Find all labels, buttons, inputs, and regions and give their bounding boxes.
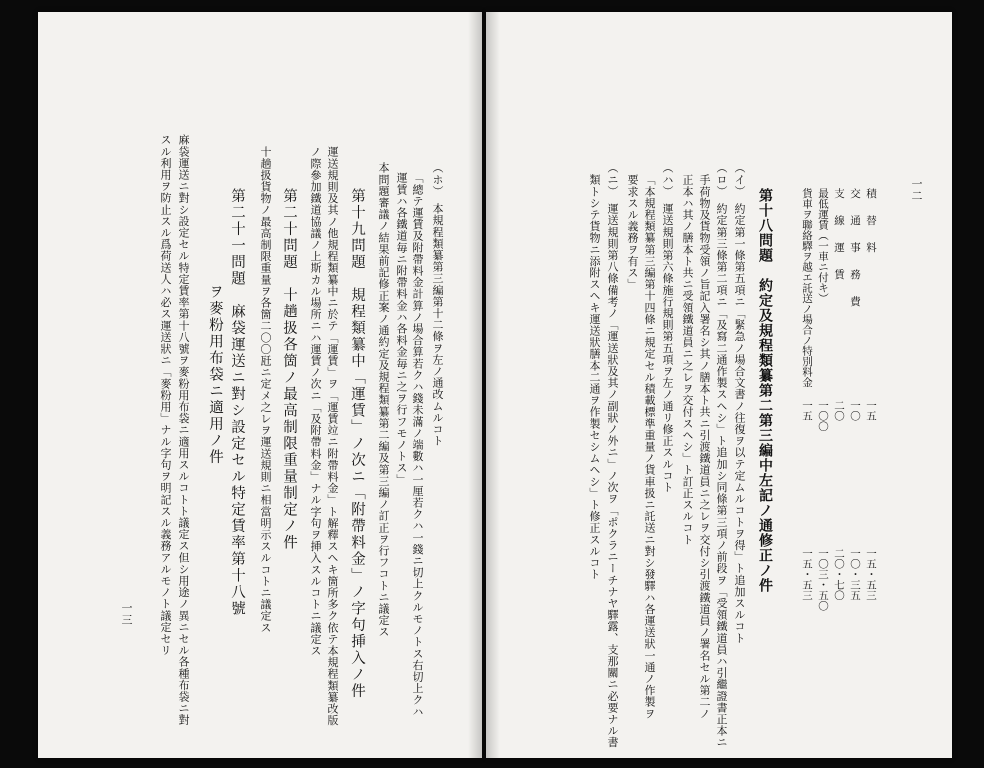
text-column: （ハ） 運送規則第六條施行規則第五項ヲ左ノ通リ修正スルコト (661, 162, 674, 493)
table-label: 貨車ヲ聯絡驛ヲ越エ託送ノ場合ノ特別料金 (801, 188, 813, 388)
text-column: 手荷物及貨物受領ノ旨記入署名シ其ノ膳本ト共ニ引渡鐵道員ニ之レヲ交付シ引渡鐵道員ノ署名セル第二ノ (698, 174, 711, 720)
text-column: 「總テ運賃及附帶料金計算ノ場合算若クハ錢未滿ノ端數ハ一厘若クハ一錢ニ切上クルモノトス右切上クハ (411, 172, 424, 718)
text-column: 本問題審議ノ結果前記修正案ノ通約定及規程類纂第二編及第三編ノ訂正ヲ行フコトニ議定ス (377, 162, 390, 638)
text-column: 要求スル義務ヲ有ス」 (626, 174, 639, 290)
section-heading: 第二十問題 十趟扱各箇ノ最高制限重量制定ノ件 (281, 188, 297, 551)
text-column: 類トシテ貨物ニ添附スヘキ運送狀膳本二通ヲ作製セシムヘシ」ト修正スルコト (588, 174, 601, 580)
table-label: 支 線 運 賃 (833, 188, 845, 283)
text-column: 運賃ハ各鐵道毎ニ附帶料金ハ各料金毎ニ之ヲ行フモノトス」 (395, 172, 408, 486)
table-value: 一五 (801, 400, 813, 421)
table-value: 一〇〇 (817, 400, 829, 432)
spine-shadow-left (468, 12, 482, 758)
table-value: 一五・五三 (865, 548, 877, 601)
text-column: 正本ハ其ノ膳本ト共ニ受領鐵道員ニ之レヲ交付スヘシ」ト訂正スルコト (681, 174, 694, 546)
text-column: 「本規程類纂第三編第十四條ニ規定セル積載標準重量ノ貨車扱ニ託送ニ對シ發驛ハ各運送狀一通ノ作製ヲ (643, 174, 656, 720)
text-column: （ホ） 本規程類纂第三編第十二條ヲ左ノ通改ムルコト (431, 162, 444, 447)
left-page (38, 12, 482, 758)
table-label: 最低運賃（一車ニ付キ） (817, 188, 829, 304)
text-column: （ニ） 運送規則第八條備考ノ「運送狀及其ノ副狀ノ外ニ」ノ次ヲ「ポクラニーチナヤ驛露、支那關ニ必要ナル書 (606, 162, 619, 749)
section-heading: 第二十一問題 麻袋運送ニ對シ設定セル特定賃率第十八號 (229, 188, 245, 617)
text-column: 運送規則及其ノ他規程類纂中ニ於テ「運賃」ヲ「運賃竝ニ附帶料金」ト解釋スヘキ箇所多ク依テ本規程類纂改版 (326, 146, 339, 726)
text-column: スル利用ヲ防止スル爲荷送人ハ必ス運送狀ニ「麥粉用」ナル字句ヲ明記スル義務アルモノト議定セリ (159, 134, 172, 656)
table-value: 一〇三・五〇 (817, 548, 829, 611)
page-number: 一二 (910, 178, 923, 202)
text-column: ノ際參加鐵道協議ノ上斯カル場所ニハ運賃ノ次ニ「及附帶料金」ナル字句ヲ挿入スルコトニ議定ス (309, 146, 322, 657)
text-column: 麻袋運送ニ對シ設定セル特定賃率第十八號ヲ麥粉用布袋ニ適用スルコトト議定ス但シ用途ノ異ニセル各種布袋ニ對 (177, 134, 190, 726)
table-value: 二〇・七〇 (833, 548, 845, 601)
table-value: 二〇 (833, 400, 845, 421)
right-page (486, 12, 952, 758)
text-column: （ロ） 約定第三條第二項ニ「及寫二通作製スヘシ」ト追加シ同條第三項ノ前段ヲ「受領鐵道員ハ引繼證書正本ニ (715, 162, 728, 749)
table-value: 一〇・三五 (849, 548, 861, 601)
text-column: （イ） 約定第一條第五項ニ「緊急ノ場合文書ノ往復ヲ以テ定ムルコトヲ得」ト追加スルコト (733, 162, 746, 644)
page-number: 一三 (120, 602, 133, 626)
section-heading: 第十九問題 規程類纂中「運賃」ノ次ニ「附帶料金」ノ字句挿入ノ件 (349, 188, 365, 700)
table-value: 一五・五三 (801, 548, 813, 601)
table-label: 交 通 事 務 費 (849, 188, 861, 310)
text-column: 十趟扱貨物ノ最高制限重量ヲ各箇二〇〇瓩ニ定メ之レヲ運送規則ニ相當明示スルコトニ議定ス (259, 146, 272, 634)
table-value: 一〇 (849, 400, 861, 421)
section-heading-cont: ヲ麥粉用布袋ニ適用ノ件 (207, 284, 223, 466)
spine-shadow-right (486, 12, 500, 758)
section-heading: 第十八問題 約定及規程類纂第二第三編中左記ノ通修正ノ件 (757, 188, 773, 593)
table-label: 積 替 料 (865, 188, 877, 256)
table-value: 一五 (865, 400, 877, 421)
